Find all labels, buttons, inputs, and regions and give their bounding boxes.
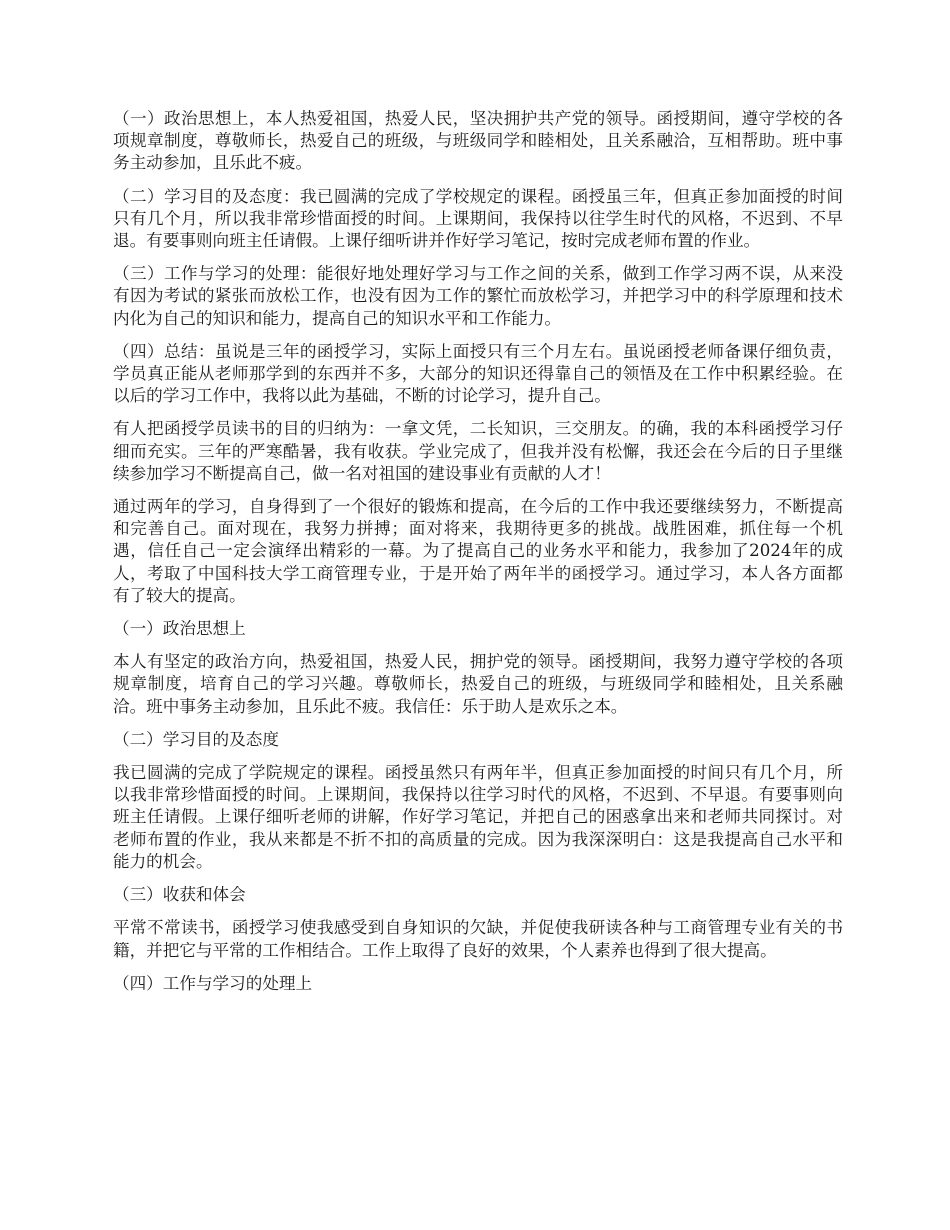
paragraph-purpose: 有人把函授学员读书的目的归纳为：一拿文凭，二长知识，三交朋友。的确，我的本科函授学习仔细而充实。三年的严寒酷暑，我有收获。学业完成了，但我并没有松懈，我还会在今后的日子里继续参加学习不断提高自己，做一名对祖国的建设事业有贡献的人才！ [113, 419, 843, 483]
heading-gains: （三）收获和体会 [113, 885, 246, 905]
paragraph-study-attitude-intro: （二）学习目的及态度：我已圆满的完成了学校规定的课程。函授虽三年，但真正参加面授的时间只有几个月，所以我非常珍惜面授的时间。上课期间，我保持以往学生时代的风格，不迟到、不早退。有要事则向班主任请假。上课仔细听讲并作好学习笔记，按时完成老师布置的作业。 [113, 186, 843, 251]
heading-work-study: （四）工作与学习的处理上 [113, 973, 313, 993]
paragraph-work-study-intro: （三）工作与学习的处理：能很好地处理好学习与工作之间的关系，做到工作学习两不误，从来没有因为考试的紧张而放松工作，也没有因为工作的繁忙而放松学习，并把学习中的科学原理和技术内化为自己的知识和能力，提高自己的知识水平和工作能力。 [113, 264, 843, 328]
paragraph-political-intro: （一）政治思想上，本人热爱祖国，热爱人民，坚决拥护共产党的领导。函授期间，遵守学校的各项规章制度，尊敬师长，热爱自己的班级，与班级同学和睦相处，且关系融洽，互相帮助。班中事务主动参加，且乐此不疲。 [113, 109, 843, 173]
document-body [113, 108, 843, 1006]
paragraph-two-years-study: 通过两年的学习，自身得到了一个很好的锻炼和提高，在今后的工作中我还要继续努力，不断提高和完善自己。面对现在，我努力拼搏；面对将来，我期待更多的挑战。战胜困难，抓住每一个机遇，信任自己一定会演绎出精彩的一幕。为了提高自己的业务水平和能力，我参加了2024年的成人，考取了中国科技大学工商管理专业，于是开始了两年半的函授学习。通过学习，本人各方面都有了较大的提高。 [113, 497, 843, 605]
paragraph-study-attitude: 我已圆满的完成了学院规定的课程。函授虽然只有两年半，但真正参加面授的时间只有几个月，所以我非常珍惜面授的时间。上课期间，我保持以往学习时代的风格，不迟到、不早退。有要事则向班主任请假。上课仔细听老师的讲解，作好学习笔记，并把自己的困惑拿出来和老师共同探讨。对老师布置的作业，我从来都是不折不扣的高质量的完成。因为我深深明白：这是我提高自己水平和能力的机会。 [113, 763, 843, 871]
paragraph-gains: 平常不常读书，函授学习使我感受到自身知识的欠缺，并促使我研读各种与工商管理专业有关的书籍，并把它与平常的工作相结合。工作上取得了良好的效果，个人素养也得到了很大提高。 [113, 918, 843, 960]
paragraph-political: 本人有坚定的政治方向，热爱祖国，热爱人民，拥护党的领导。函授期间，我努力遵守学校的各项规章制度，培育自己的学习兴趣。尊敬师长，热爱自己的班级，与班级同学和睦相处，且关系融洽。班中事务主动参加，且乐此不疲。我信任：乐于助人是欢乐之本。 [113, 652, 843, 716]
paragraph-summary: （四）总结：虽说是三年的函授学习，实际上面授只有三个月左右。虽说函授老师备课仔细负责，学员真正能从老师那学到的东西并不多，大部分的知识还得靠自己的领悟及在工作中积累经验。在以后的学习工作中，我将以此为基础，不断的讨论学习，提升自己。 [113, 341, 843, 406]
heading-political: （一）政治思想上 [113, 619, 246, 639]
heading-study-attitude: （二）学习目的及态度 [113, 729, 279, 749]
